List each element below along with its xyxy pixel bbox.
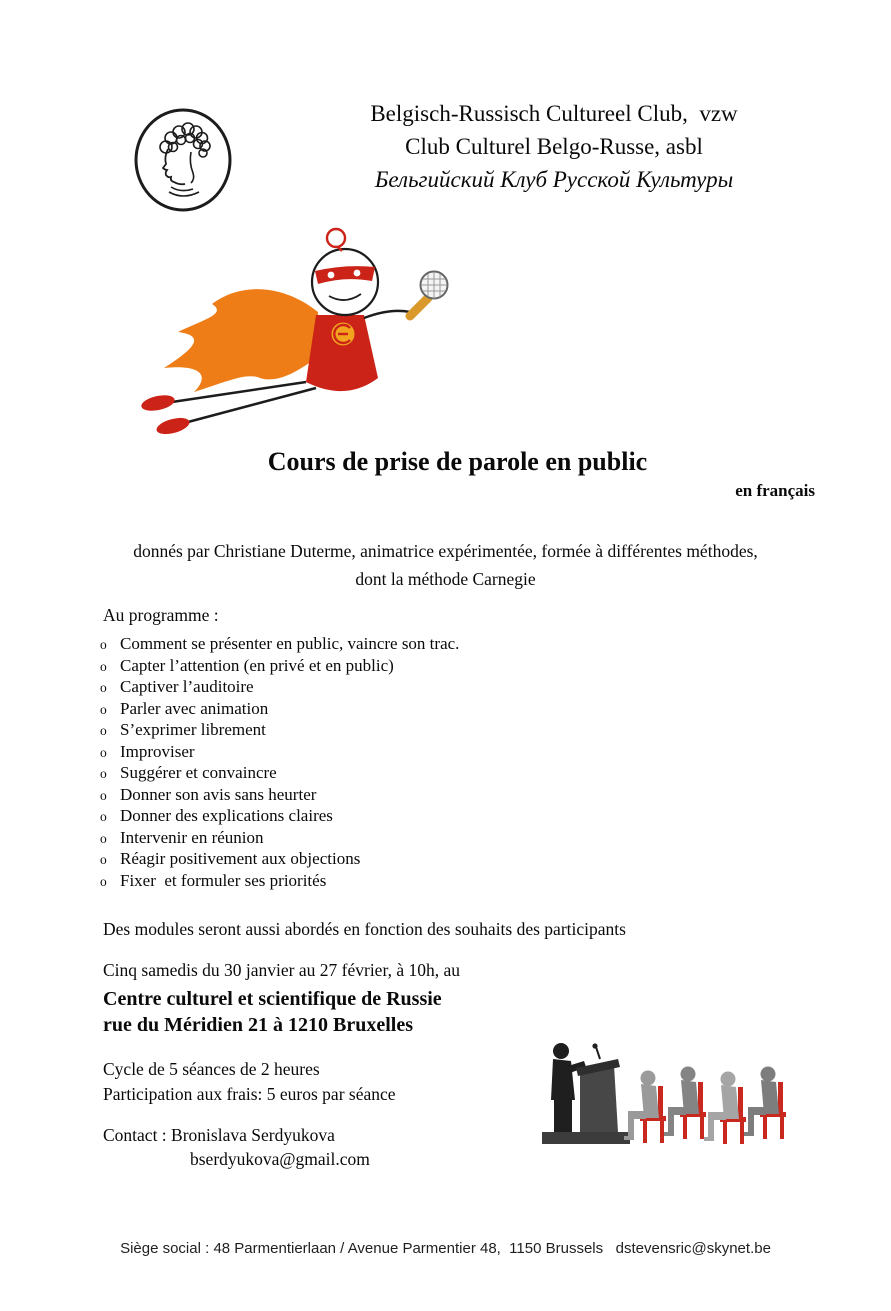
program-item — [100, 828, 459, 850]
program-item-label: Fixer et formuler ses priorités — [120, 870, 327, 890]
program-item-label: S’exprimer librement — [120, 720, 266, 739]
pushkin-portrait-icon — [133, 107, 233, 213]
club-header — [254, 97, 854, 196]
bullet-marker: o — [100, 680, 107, 695]
program-item-label: Intervenir en réunion — [120, 827, 264, 847]
club-name-french: Club Culturel Belgo-Russe, asbl — [405, 134, 703, 159]
course-intro — [0, 537, 891, 593]
bullet-marker: o — [100, 658, 107, 674]
bullet-marker: o — [100, 809, 107, 824]
page-title: Cours de prise de parole en public — [267, 447, 648, 476]
speaker-audience-illustration — [528, 1040, 803, 1148]
bullet-marker: o — [100, 723, 107, 738]
program-item — [100, 634, 459, 656]
head — [312, 229, 378, 315]
bullet-marker: o — [100, 852, 107, 867]
speaker-audience-icon — [528, 1040, 803, 1148]
club-name-russian: Бельгийский Клуб Русской Культуры — [374, 167, 734, 192]
venue-block — [103, 986, 442, 1038]
bullet-marker: o — [100, 787, 107, 803]
bullet-marker: o — [100, 766, 107, 781]
superhero-speaker-illustration — [110, 222, 460, 440]
superhero-speaker-icon — [110, 222, 460, 440]
program-item — [100, 785, 459, 807]
audience-member — [624, 1071, 666, 1144]
program-item-label: Suggérer et convaincre — [120, 763, 277, 782]
schedule-intro: Cinq samedis du 30 janvier au 27 février, à 10h, au — [103, 960, 460, 980]
pricing-block — [103, 1057, 396, 1107]
audience-member — [664, 1067, 706, 1140]
footer-address: Siège social : 48 Parmentierlaan / Avenue Parmentier 48, 1150 Brussels dstevensric@skynet.be — [120, 1240, 771, 1257]
program-item — [100, 763, 459, 785]
program-list — [100, 634, 459, 892]
program-item-label: Comment se présenter en public, vaincre son trac. — [120, 634, 460, 653]
modules-note: Des modules seront aussi abordés en fonction des souhaits des participants — [103, 919, 626, 939]
bullet-marker: o — [100, 637, 107, 652]
program-item-label: Réagir positivement aux objections — [120, 849, 361, 868]
intro-line-1: donnés par Christiane Duterme, animatrice expérimentée, formée à différentes méthodes, — [133, 541, 758, 561]
intro-line-2: dont la méthode Carnegie — [355, 569, 536, 589]
program-item — [100, 871, 459, 893]
program-item — [100, 849, 459, 871]
contact-email: bserdyukova@gmail.com — [190, 1149, 370, 1169]
bullet-marker: o — [100, 830, 107, 846]
program-item — [100, 720, 459, 742]
program-item — [100, 806, 459, 828]
program-item-label: Donner des explications claires — [120, 806, 333, 825]
bullet-marker: o — [100, 701, 107, 717]
program-item — [100, 699, 459, 721]
language-note: en français — [735, 481, 815, 500]
contact-block — [103, 1123, 370, 1171]
bullet-marker: o — [100, 744, 107, 760]
program-heading: Au programme : — [103, 605, 219, 625]
microphone-icon — [410, 272, 448, 317]
audience-member — [704, 1072, 746, 1145]
program-item-label: Captiver l’auditoire — [120, 677, 254, 696]
legs — [172, 382, 316, 422]
venue-address: rue du Méridien 21 à 1210 Bruxelles — [103, 1014, 413, 1036]
program-item-label: Improviser — [120, 741, 195, 761]
contact-name: Contact : Bronislava Serdyukova — [103, 1125, 335, 1145]
program-item-label: Capter l’attention (en privé et en public) — [120, 655, 394, 675]
program-item — [100, 656, 459, 678]
program-item — [100, 677, 459, 699]
price-info: Participation aux frais: 5 euros par séance — [103, 1084, 396, 1104]
club-name-dutch: Belgisch-Russisch Cultureel Club, vzw — [370, 101, 738, 126]
bullet-marker: o — [100, 873, 107, 889]
program-item — [100, 742, 459, 764]
audience-member — [744, 1067, 786, 1140]
pushkin-portrait-logo — [133, 107, 233, 213]
arm — [364, 311, 410, 318]
program-item-label: Donner son avis sans heurter — [120, 784, 317, 804]
program-item-label: Parler avec animation — [120, 698, 269, 718]
cycle-info: Cycle de 5 séances de 2 heures — [103, 1059, 320, 1079]
chest-badge — [331, 322, 356, 347]
venue-name: Centre culturel et scientifique de Russie — [103, 988, 442, 1010]
cape — [164, 289, 318, 392]
